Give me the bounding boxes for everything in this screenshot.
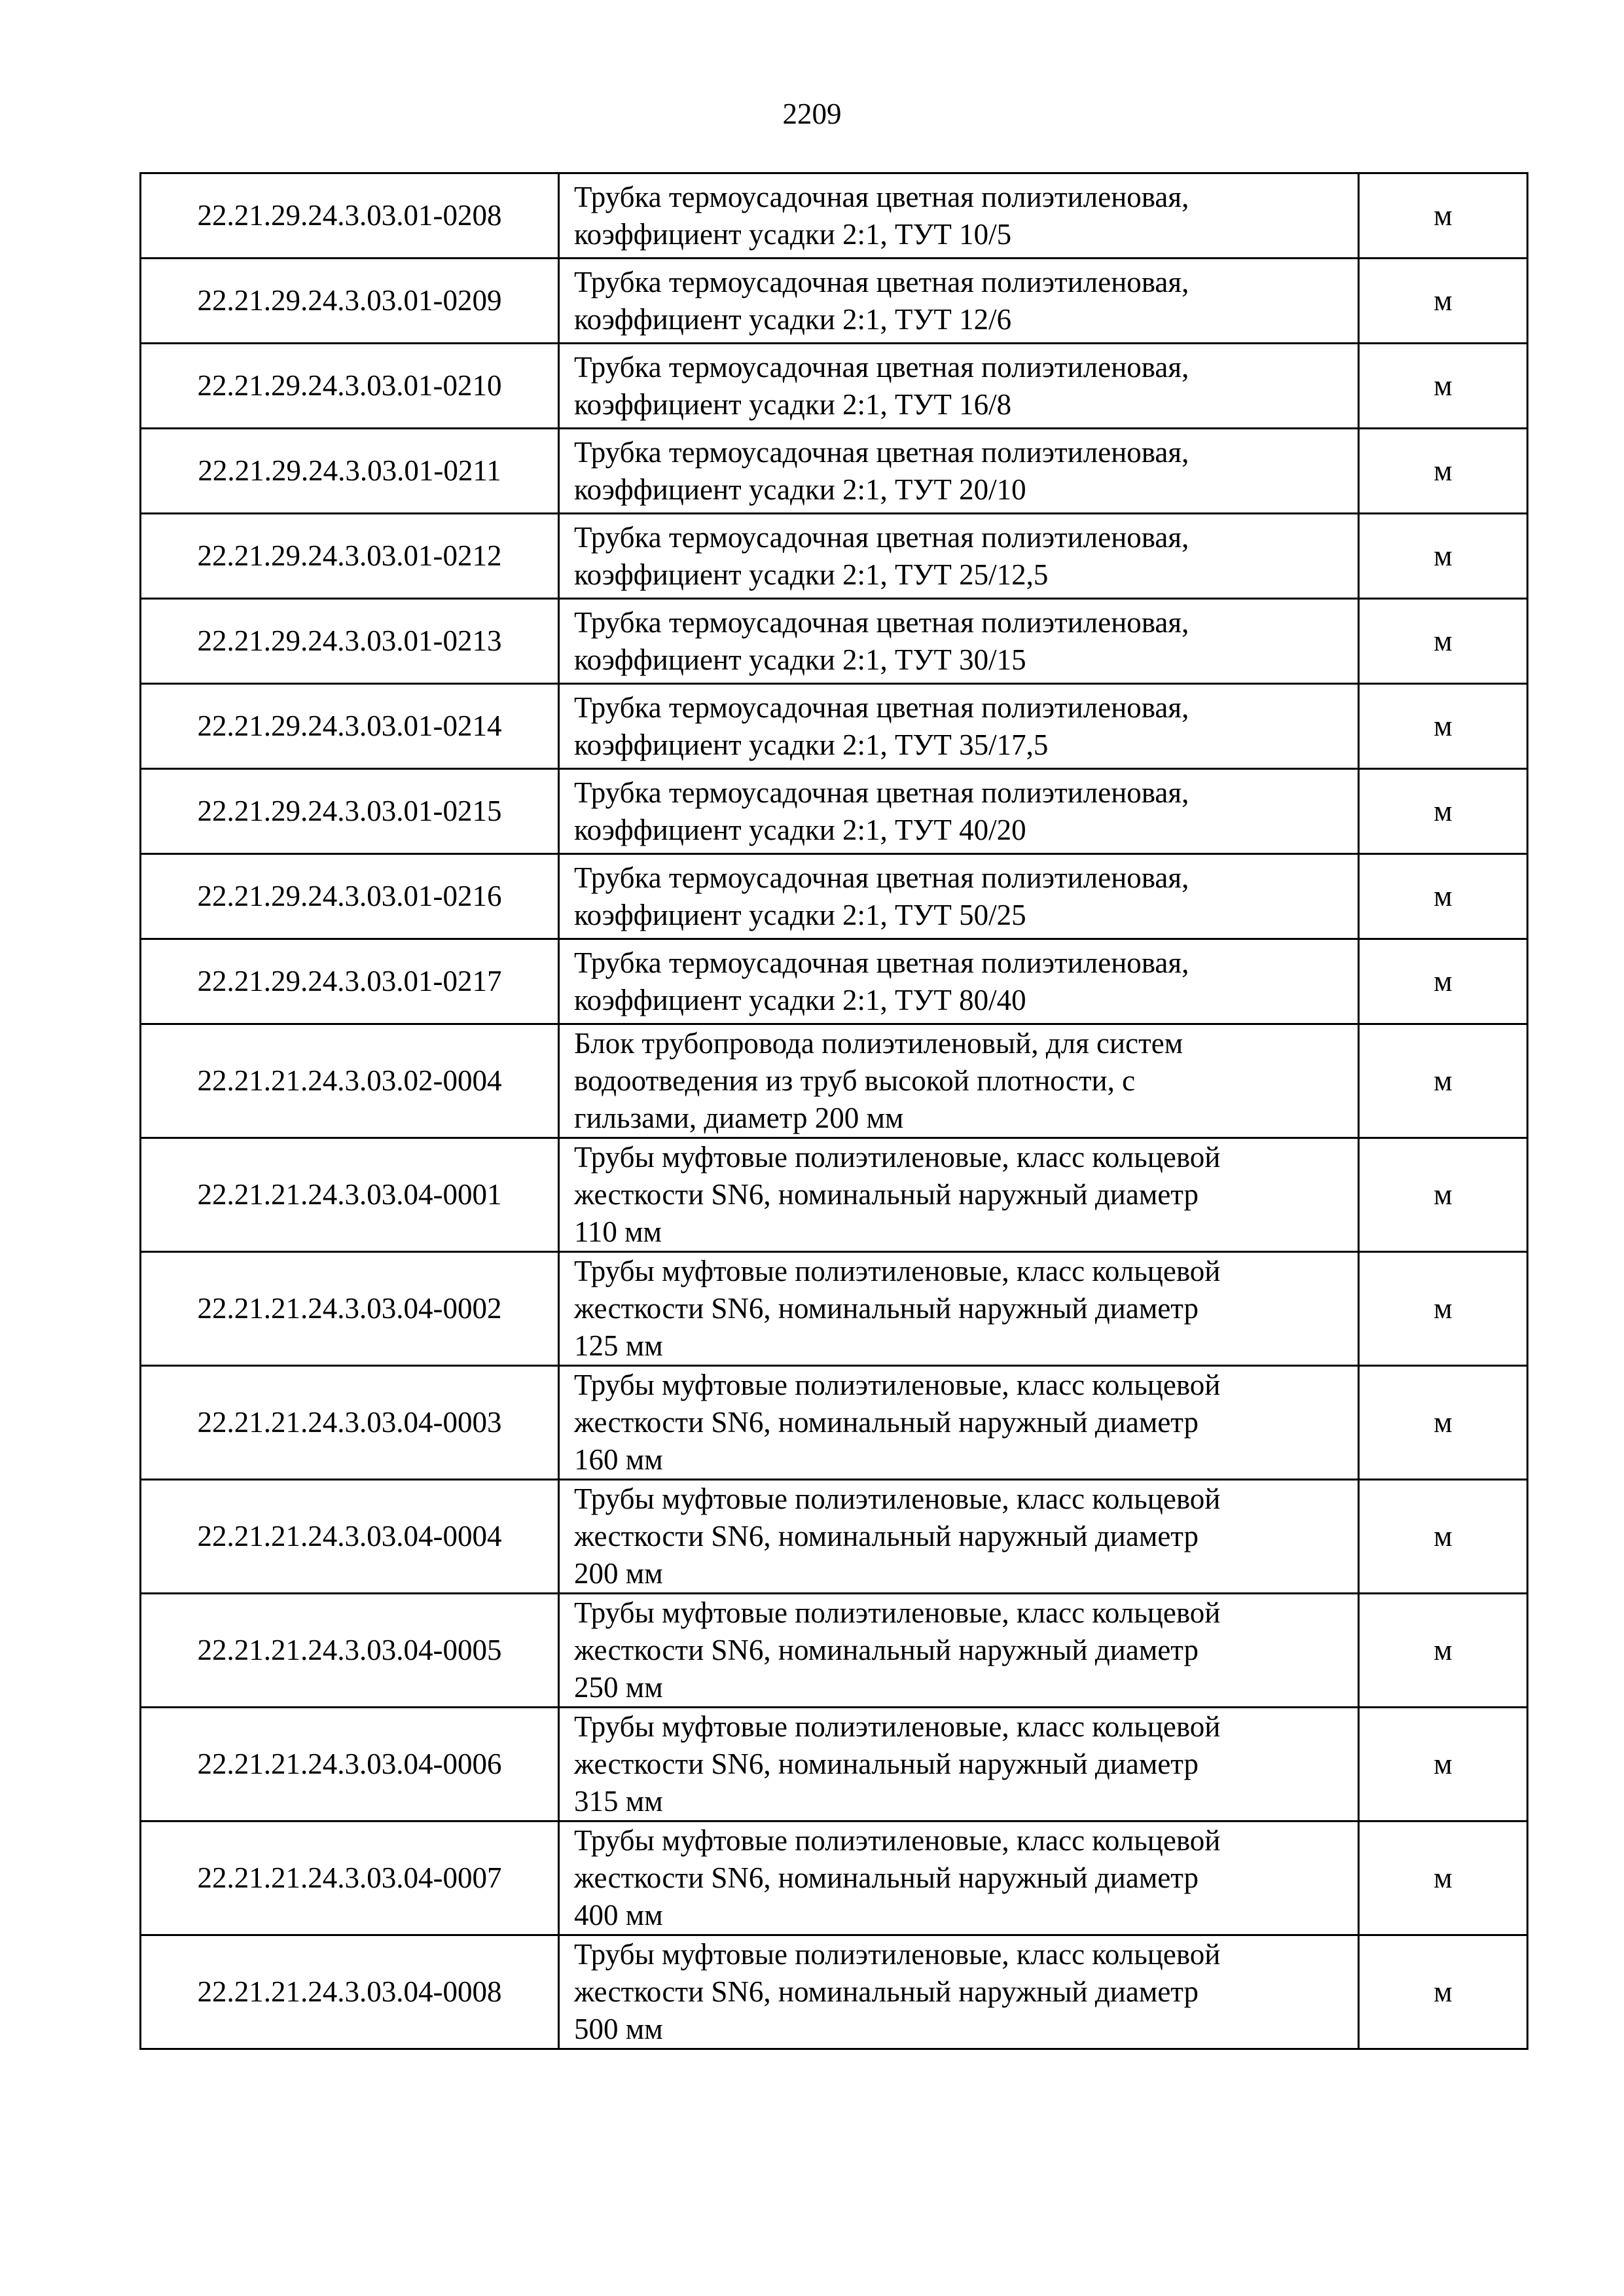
unit-cell: м (1359, 1821, 1528, 1935)
name-cell (559, 854, 1359, 939)
table-row (141, 259, 1528, 344)
code-cell: 22.21.21.24.3.03.04-0008 (141, 1935, 559, 2049)
name-cell (559, 1366, 1359, 1480)
table-row (141, 1252, 1528, 1366)
unit-cell: м (1359, 1480, 1528, 1594)
table-row (141, 1935, 1528, 2049)
name-cell (559, 684, 1359, 769)
unit-cell: м (1359, 854, 1528, 939)
table-row (141, 1821, 1528, 1935)
table-row (141, 1024, 1528, 1138)
name-text: Трубка термоусадочная цветная полиэтиленовая, коэффициент усадки 2:1, ТУТ 25/12,5 (574, 520, 1189, 591)
name-text: Трубы муфтовые полиэтиленовые, класс кольцевой жесткости SN6, номинальный наружный диаметр 160 мм (574, 1369, 1221, 1476)
unit-cell: м (1359, 939, 1528, 1024)
table-row (141, 1366, 1528, 1480)
unit-cell: м (1359, 1252, 1528, 1366)
name-cell (559, 939, 1359, 1024)
unit-cell: м (1359, 259, 1528, 344)
name-cell (559, 1252, 1359, 1366)
code-cell: 22.21.29.24.3.03.01-0208 (141, 173, 559, 259)
table-row (141, 1480, 1528, 1594)
name-cell (559, 1138, 1359, 1252)
table-row (141, 344, 1528, 429)
name-text: Трубка термоусадочная цветная полиэтиленовая, коэффициент усадки 2:1, ТУТ 16/8 (574, 350, 1189, 421)
name-text: Трубы муфтовые полиэтиленовые, класс кольцевой жесткости SN6, номинальный наружный диаметр 200 мм (574, 1482, 1221, 1590)
name-cell (559, 1594, 1359, 1708)
table-row (141, 939, 1528, 1024)
resource-table-body (141, 173, 1528, 2049)
unit-cell: м (1359, 684, 1528, 769)
table-row (141, 1708, 1528, 1821)
name-cell (559, 1821, 1359, 1935)
name-text: Трубка термоусадочная цветная полиэтиленовая, коэффициент усадки 2:1, ТУТ 35/17,5 (574, 691, 1189, 761)
name-text: Трубка термоусадочная цветная полиэтиленовая, коэффициент усадки 2:1, ТУТ 10/5 (574, 180, 1189, 251)
table-row (141, 173, 1528, 259)
unit-cell: м (1359, 1708, 1528, 1821)
name-text: Трубы муфтовые полиэтиленовые, класс кольцевой жесткости SN6, номинальный наружный диаметр 500 мм (574, 1938, 1221, 2045)
code-cell: 22.21.29.24.3.03.01-0217 (141, 939, 559, 1024)
table-row (141, 1138, 1528, 1252)
table-row (141, 684, 1528, 769)
name-text: Трубы муфтовые полиэтиленовые, класс кольцевой жесткости SN6, номинальный наружный диаметр 315 мм (574, 1710, 1221, 1818)
name-text: Трубы муфтовые полиэтиленовые, класс кольцевой жесткости SN6, номинальный наружный диаметр 250 мм (574, 1596, 1221, 1704)
code-cell: 22.21.21.24.3.03.04-0005 (141, 1594, 559, 1708)
page-number: 2209 (782, 98, 842, 130)
unit-cell: м (1359, 1138, 1528, 1252)
code-cell: 22.21.21.24.3.03.04-0003 (141, 1366, 559, 1480)
name-text: Трубка термоусадочная цветная полиэтиленовая, коэффициент усадки 2:1, ТУТ 80/40 (574, 946, 1189, 1016)
name-cell (559, 344, 1359, 429)
name-cell (559, 1935, 1359, 2049)
name-text: Блок трубопровода полиэтиленовый, для систем водоотведения из труб высокой плотности, с гильзами, диаметр 200 мм (574, 1027, 1183, 1134)
unit-cell: м (1359, 1366, 1528, 1480)
code-cell: 22.21.21.24.3.03.04-0004 (141, 1480, 559, 1594)
unit-cell: м (1359, 1024, 1528, 1138)
table-row (141, 854, 1528, 939)
table-row (141, 769, 1528, 854)
unit-cell: м (1359, 1594, 1528, 1708)
table-row (141, 599, 1528, 684)
name-text: Трубка термоусадочная цветная полиэтиленовая, коэффициент усадки 2:1, ТУТ 30/15 (574, 605, 1189, 676)
name-text: Трубка термоусадочная цветная полиэтиленовая, коэффициент усадки 2:1, ТУТ 40/20 (574, 776, 1189, 846)
unit-cell: м (1359, 514, 1528, 599)
name-cell (559, 769, 1359, 854)
code-cell: 22.21.29.24.3.03.01-0215 (141, 769, 559, 854)
name-cell (559, 1024, 1359, 1138)
code-cell: 22.21.29.24.3.03.01-0212 (141, 514, 559, 599)
resource-table (139, 172, 1528, 2050)
name-cell (559, 173, 1359, 259)
unit-cell: м (1359, 344, 1528, 429)
code-cell: 22.21.21.24.3.03.02-0004 (141, 1024, 559, 1138)
name-cell (559, 599, 1359, 684)
table-row (141, 514, 1528, 599)
unit-cell: м (1359, 429, 1528, 514)
unit-cell: м (1359, 1935, 1528, 2049)
table-row (141, 1594, 1528, 1708)
name-text: Трубы муфтовые полиэтиленовые, класс кольцевой жесткости SN6, номинальный наружный диаметр 125 мм (574, 1255, 1221, 1362)
unit-cell: м (1359, 599, 1528, 684)
name-text: Трубка термоусадочная цветная полиэтиленовая, коэффициент усадки 2:1, ТУТ 50/25 (574, 861, 1189, 931)
code-cell: 22.21.29.24.3.03.01-0214 (141, 684, 559, 769)
code-cell: 22.21.21.24.3.03.04-0001 (141, 1138, 559, 1252)
name-cell (559, 1480, 1359, 1594)
unit-cell: м (1359, 173, 1528, 259)
name-cell (559, 429, 1359, 514)
name-text: Трубка термоусадочная цветная полиэтиленовая, коэффициент усадки 2:1, ТУТ 20/10 (574, 435, 1189, 506)
name-text: Трубы муфтовые полиэтиленовые, класс кольцевой жесткости SN6, номинальный наружный диаметр 110 мм (574, 1141, 1221, 1248)
name-text: Трубы муфтовые полиэтиленовые, класс кольцевой жесткости SN6, номинальный наружный диаметр 400 мм (574, 1824, 1221, 1931)
name-text: Трубка термоусадочная цветная полиэтиленовая, коэффициент усадки 2:1, ТУТ 12/6 (574, 265, 1189, 336)
code-cell: 22.21.21.24.3.03.04-0006 (141, 1708, 559, 1821)
name-cell (559, 1708, 1359, 1821)
code-cell: 22.21.29.24.3.03.01-0211 (141, 429, 559, 514)
code-cell: 22.21.29.24.3.03.01-0210 (141, 344, 559, 429)
table-row (141, 429, 1528, 514)
code-cell: 22.21.21.24.3.03.04-0002 (141, 1252, 559, 1366)
code-cell: 22.21.21.24.3.03.04-0007 (141, 1821, 559, 1935)
unit-cell: м (1359, 769, 1528, 854)
code-cell: 22.21.29.24.3.03.01-0209 (141, 259, 559, 344)
code-cell: 22.21.29.24.3.03.01-0216 (141, 854, 559, 939)
name-cell (559, 259, 1359, 344)
code-cell: 22.21.29.24.3.03.01-0213 (141, 599, 559, 684)
name-cell (559, 514, 1359, 599)
